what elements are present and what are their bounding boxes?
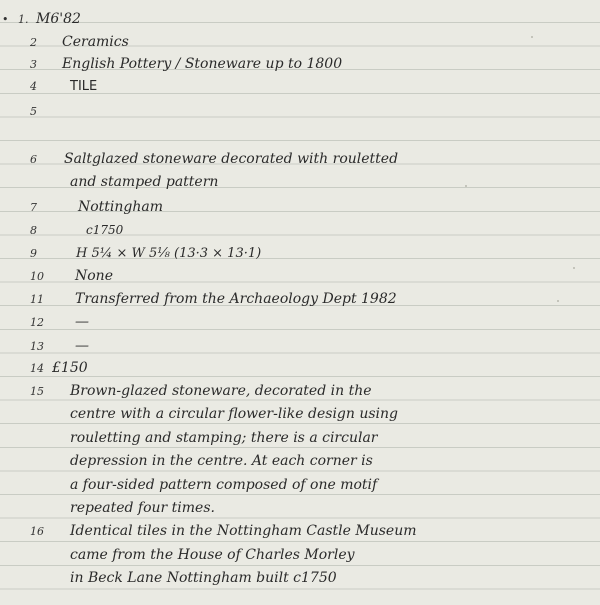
entry-number: 6	[30, 153, 37, 166]
entry-text: Transferred from the Archaeology Dept 1982	[75, 291, 397, 307]
entry-number: 3	[30, 58, 37, 71]
entry-text: c1750	[86, 223, 124, 237]
entry-number: 9	[30, 247, 37, 260]
paper-mark	[557, 300, 559, 302]
entry-number: 16	[30, 525, 44, 538]
entry-text-line-2: centre with a circular flower-like design using	[70, 406, 399, 422]
entry-number: 15	[30, 385, 44, 398]
paper-mark	[531, 36, 533, 38]
entry-text: —	[75, 314, 89, 330]
entry-text: £150	[52, 360, 88, 376]
entry-text-line-6: repeated four times.	[70, 500, 215, 516]
paper-mark	[465, 185, 467, 187]
entry-number: 7	[30, 201, 37, 214]
entry-number: 5	[30, 105, 37, 118]
entry-text-line-1: Identical tiles in the Nottingham Castle Museum	[70, 523, 417, 539]
entry-text-line-3: rouletting and stamping; there is a circular	[70, 430, 378, 446]
entry-text-line-1: Saltglazed stoneware decorated with rouletted	[64, 151, 399, 167]
entry-number: 12	[30, 316, 44, 329]
entry-number: 8	[30, 224, 37, 237]
entry-text: Nottingham	[78, 199, 164, 215]
entry-number: 10	[30, 270, 44, 283]
entry-number: 2	[30, 36, 37, 49]
entry-text: —	[75, 338, 89, 354]
entry-number: 14	[30, 362, 44, 375]
entry-text: TILE	[70, 79, 98, 94]
entry-text: None	[75, 268, 113, 284]
entry-text-line-3: in Beck Lane Nottingham built c1750	[70, 570, 337, 586]
entry-number: 13	[30, 340, 44, 353]
entry-text-line-1: Brown-glazed stoneware, decorated in the	[70, 383, 372, 399]
entry-text-line-5: a four-sided pattern composed of one motif	[70, 477, 378, 493]
entry-number: 11	[30, 293, 44, 306]
entry-text: M6'82	[36, 11, 81, 27]
paper-mark	[573, 267, 575, 269]
entry-text: H 5¼ × W 5⅛ (13·3 × 13·1)	[76, 246, 262, 261]
entry-text-line-4: depression in the centre. At each corner is	[70, 453, 373, 469]
entry-text: Ceramics	[62, 34, 129, 50]
entry-text-line-2: came from the House of Charles Morley	[70, 547, 355, 563]
entry-number: 4	[30, 80, 37, 93]
entry-text-line-2: and stamped pattern	[70, 174, 219, 190]
bullet-mark: •	[2, 13, 9, 26]
entry-text: English Pottery / Stoneware up to 1800	[62, 56, 343, 72]
entry-number: 1.	[18, 13, 29, 26]
